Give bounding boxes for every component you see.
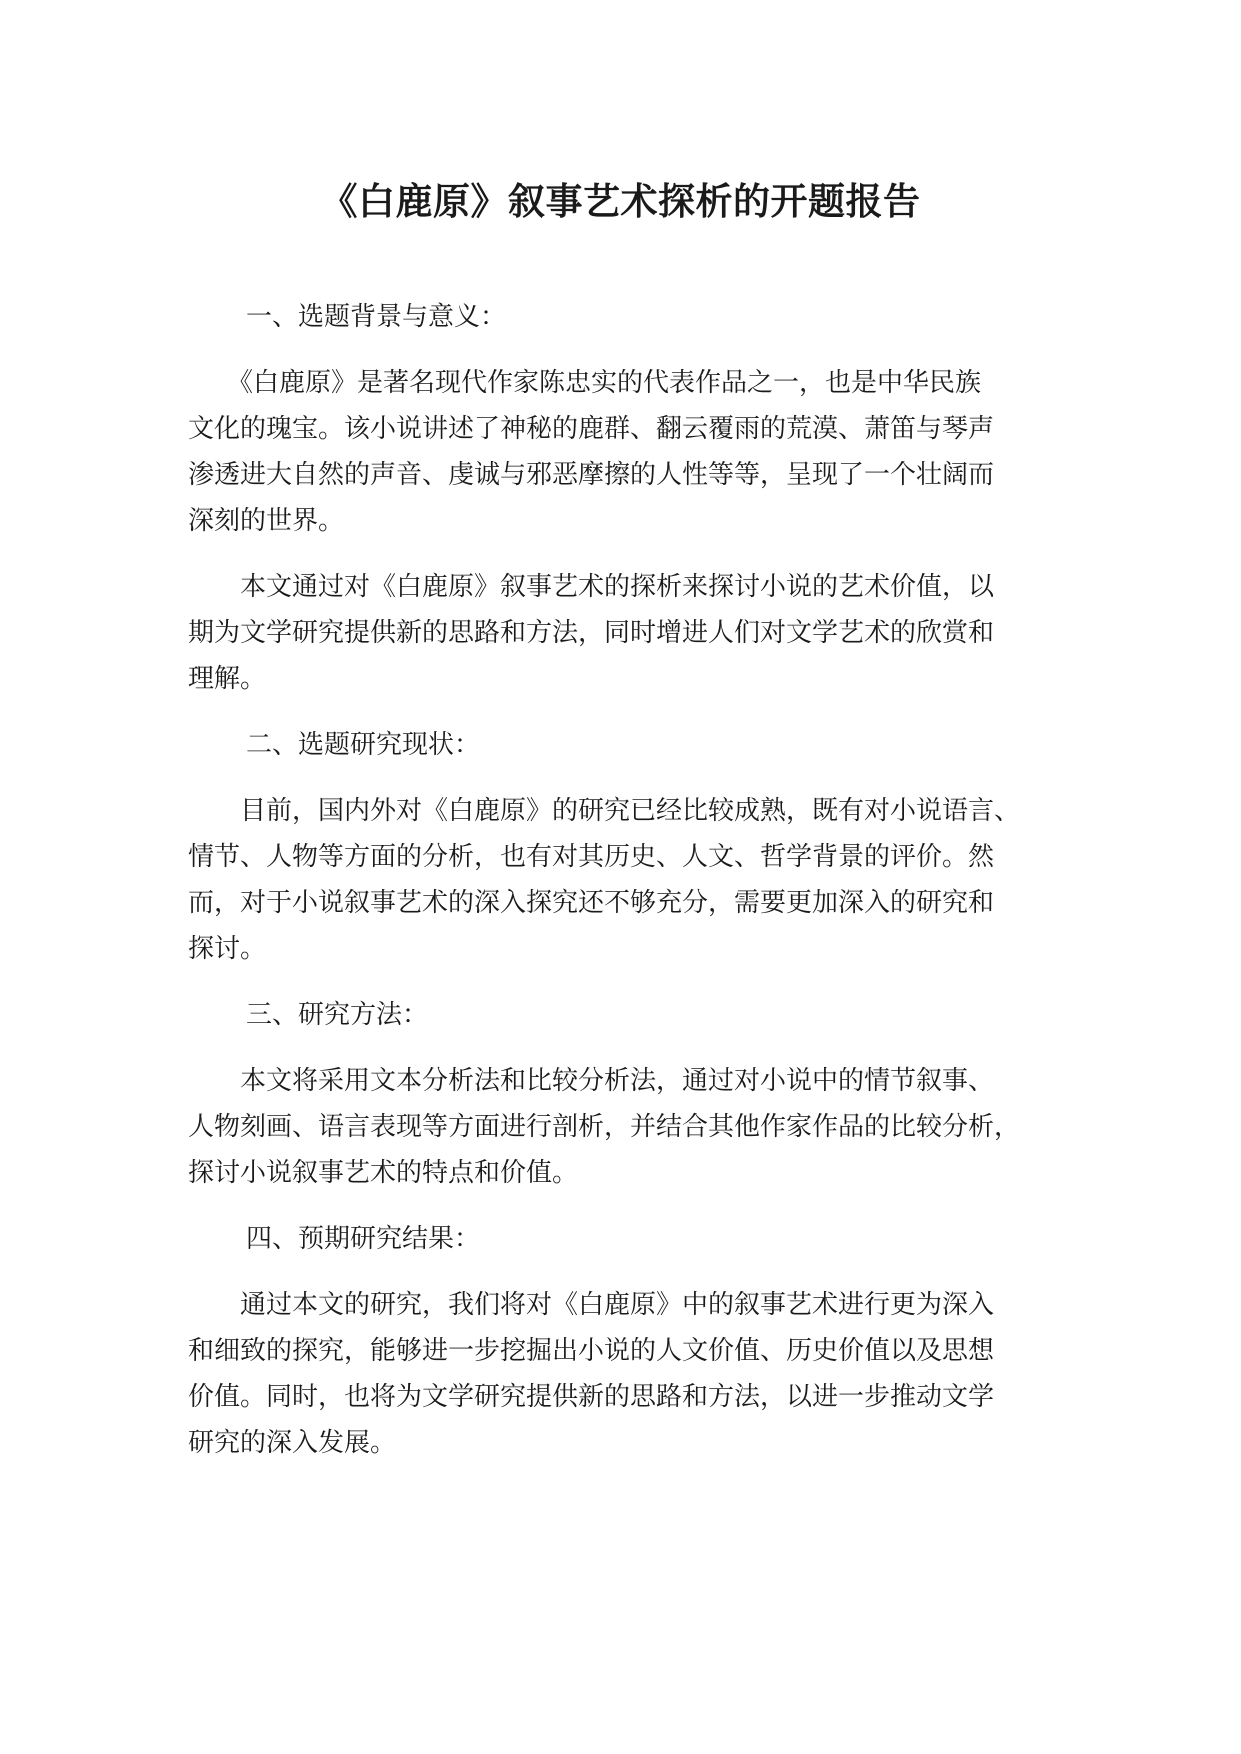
section-heading-results: 四、预期研究结果： bbox=[246, 1224, 481, 1254]
document-title: 《白鹿原》叙事艺术探析的开题报告 bbox=[320, 180, 921, 223]
paragraph-methods: 本文将采用文本分析法和比较分析法，通过对小说中的情节叙事、 人物刻画、语言表现等方面进行剖析，并结合其他作家作品的比较分析， 探讨小说叙事艺术的特点和价值。 bbox=[188, 1066, 1021, 1188]
paragraph-status: 目前，国内外对《白鹿原》的研究已经比较成熟，既有对小说语言、 情节、人物等方面的分析，也有对其历史、人文、哲学背景的评价。然 而，对于小说叙事艺术的深入探究还不够充分，需要更加深入的研究和 探讨。 bbox=[188, 796, 1021, 964]
paragraph-results: 通过本文的研究，我们将对《白鹿原》中的叙事艺术进行更为深入 和细致的探究，能够进一步挖掘出小说的人文价值、历史价值以及思想 价值。同时，也将为文学研究提供新的思路和方法，以进一步推动文学 研究的深入发展。 bbox=[188, 1290, 995, 1458]
section-heading-methods: 三、研究方法： bbox=[246, 1000, 429, 1030]
paragraph-background-2: 本文通过对《白鹿原》叙事艺术的探析来探讨小说的艺术价值，以 期为文学研究提供新的思路和方法，同时增进人们对文学艺术的欣赏和 理解。 bbox=[188, 572, 995, 694]
section-heading-status: 二、选题研究现状： bbox=[246, 730, 481, 760]
section-heading-background: 一、选题背景与意义： bbox=[246, 302, 507, 332]
document-body bbox=[188, 294, 1078, 1486]
paragraph-background-1: 《白鹿原》是著名现代作家陈忠实的代表作品之一，也是中华民族 文化的瑰宝。该小说讲述了神秘的鹿群、翻云覆雨的荒漠、萧笛与琴声 渗透进大自然的声音、虔诚与邪恶摩擦的人性等等，呈现了一个壮阔而 深刻的世界。 bbox=[188, 368, 995, 536]
